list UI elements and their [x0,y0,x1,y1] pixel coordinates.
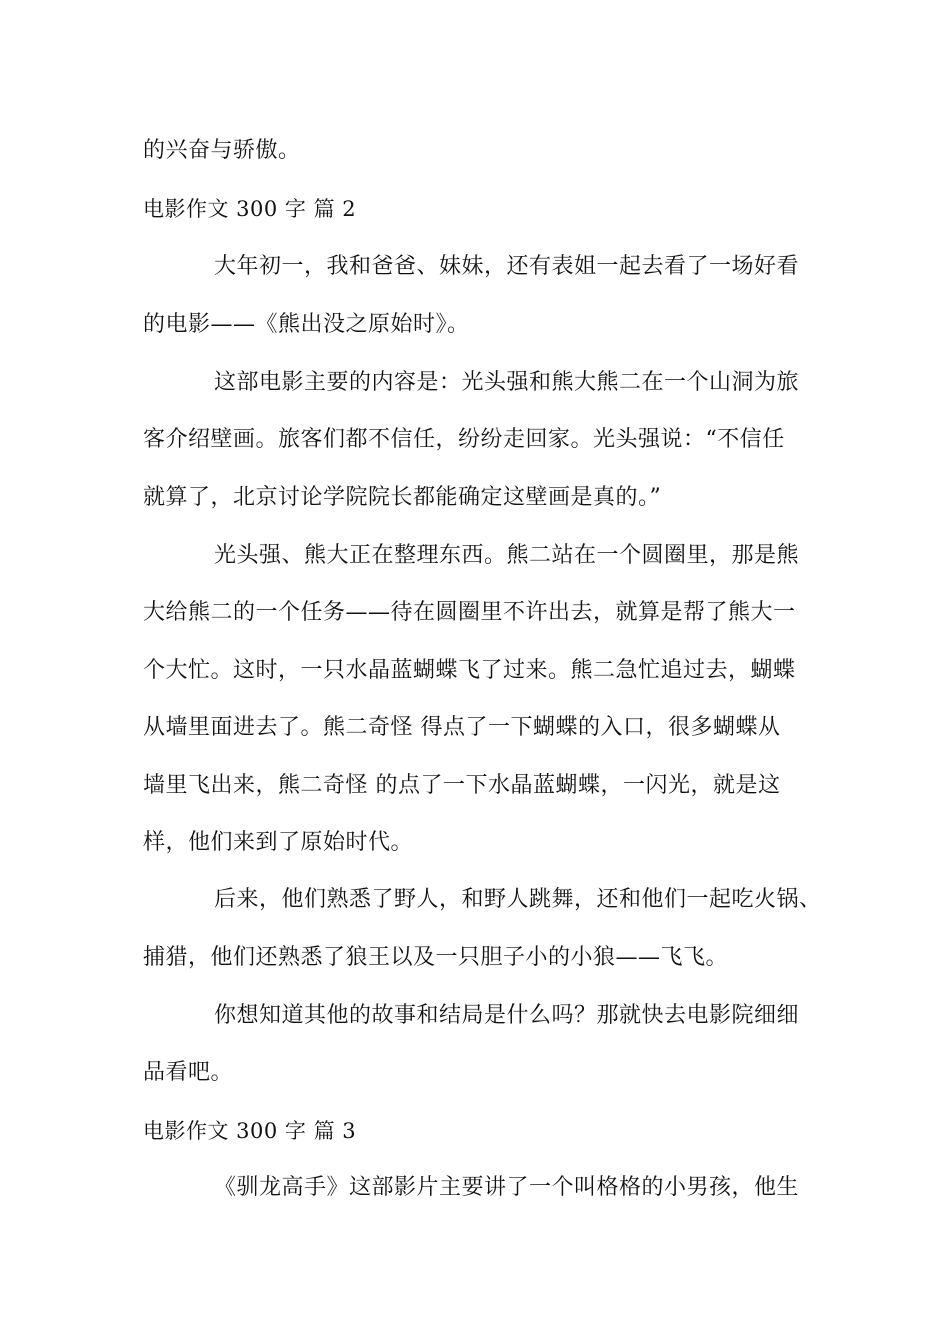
section-heading: 电影作文 300 字 篇 2 [143,197,357,221]
paragraph-line: 你想知道其他的故事和结局是什么吗？那就快去电影院细细 [214,1003,800,1028]
paragraph-line: 大给熊二的一个任务——待在圆圈里不许出去，就算是帮了熊大一 [143,600,796,625]
paragraph-line: 客介绍壁画。旅客们都不信任，纷纷走回家。光头强说：“不信任 [143,427,785,452]
paragraph-line: 墙里飞出来，熊二奇怪 的点了一下水晶蓝蝴蝶，一闪光，就是这 [143,773,781,798]
paragraph-line: 这部电影主要的内容是：光头强和熊大熊二在一个山洞为旅 [214,370,800,395]
paragraph-line: 后来，他们熟悉了野人，和野人跳舞，还和他们一起吃火锅、 [214,887,822,912]
paragraph-line: 个大忙。这时，一只水晶蓝蝴蝶飞了过来。熊二急忙追过去，蝴蝶 [143,658,796,683]
paragraph-line: 大年初一，我和爸爸、妹妹，还有表姐一起去看了一场好看 [214,254,800,279]
paragraph-line: 捕猎，他们还熟悉了狼王以及一只胆子小的小狼——飞飞。 [143,945,729,970]
paragraph-line: 的电影——《熊出没之原始时》。 [143,312,470,337]
paragraph-line: 《驯龙高手》这部影片主要讲了一个叫格格的小男孩，他生 [214,1175,800,1200]
paragraph-line: 品看吧。 [143,1060,234,1085]
paragraph-line: 就算了，北京讨论学院院长都能确定这壁画是真的。” [143,485,662,510]
paragraph-line: 的兴奋与骄傲。 [143,138,301,163]
section-heading: 电影作文 300 字 篇 3 [143,1119,357,1143]
paragraph-line: 从墙里面进去了。熊二奇怪 得点了一下蝴蝶的入口，很多蝴蝶从 [143,715,781,740]
paragraph-line: 样，他们来到了原始时代。 [143,830,414,855]
paragraph-line: 光头强、熊大正在整理东西。熊二站在一个圆圈里，那是熊 [214,543,800,568]
